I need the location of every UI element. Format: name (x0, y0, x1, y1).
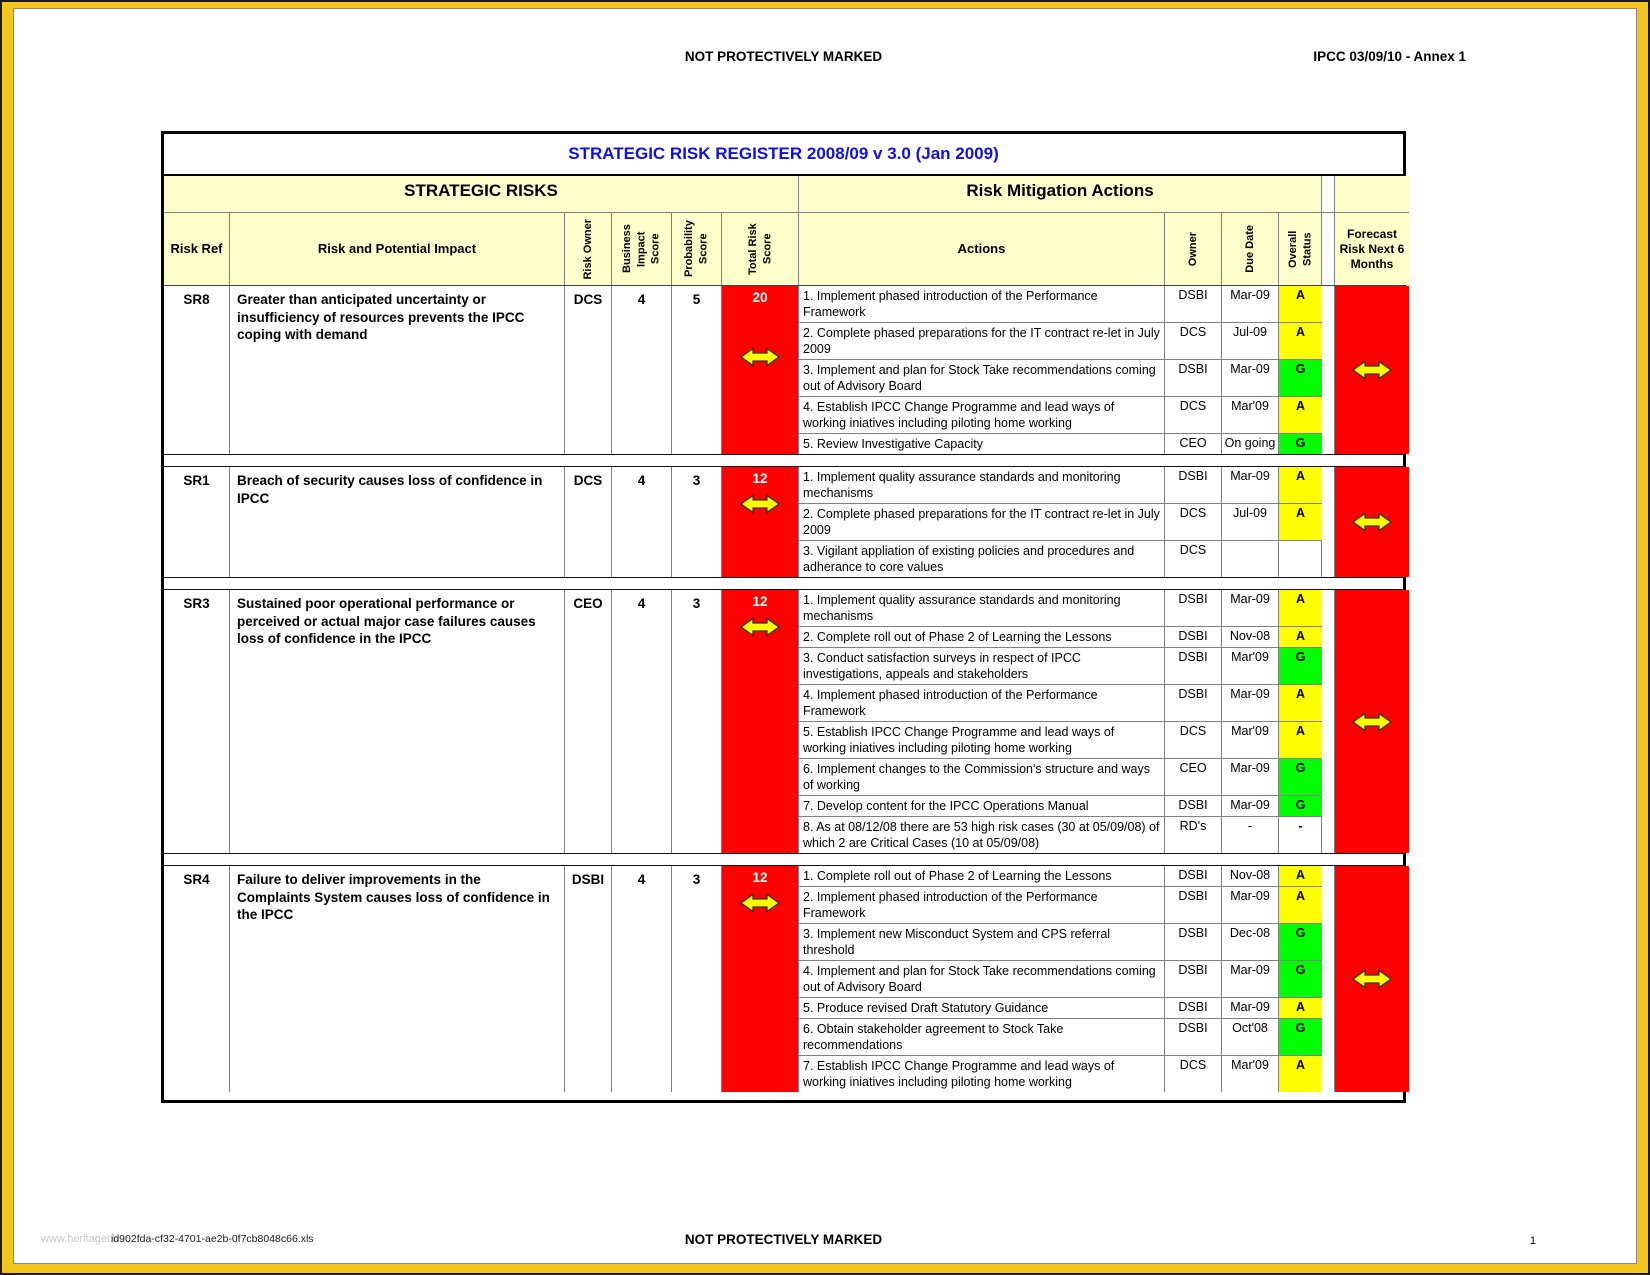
block-gap (164, 578, 1403, 590)
action-due-date: Mar-09 (1222, 286, 1279, 322)
actions-list (799, 590, 1322, 853)
action-row (799, 685, 1321, 722)
col-header-owner: Owner (1165, 213, 1222, 285)
block-gap (164, 455, 1403, 467)
action-owner: CEO (1165, 759, 1222, 795)
action-due-date: Mar-09 (1222, 759, 1279, 795)
col-header-overall-status: Overall Status (1279, 213, 1322, 285)
action-status-badge: A (1279, 887, 1322, 923)
action-status-badge: A (1279, 998, 1322, 1018)
risk-owner-value: CEO (565, 590, 612, 853)
action-row (799, 1019, 1321, 1056)
forecast-risk-cell (1335, 467, 1409, 577)
action-status-badge: A (1279, 397, 1322, 433)
table-title: STRATEGIC RISK REGISTER 2008/09 v 3.0 (Jan 2009) (568, 144, 999, 163)
action-status-badge: A (1279, 323, 1322, 359)
action-owner: DCS (1165, 1056, 1222, 1092)
action-status-badge: A (1279, 504, 1322, 540)
action-row (799, 397, 1321, 434)
total-risk-score-value: 12 (752, 594, 768, 609)
action-text: 4. Establish IPCC Change Programme and lead ways of working iniatives including piloting home working (799, 397, 1165, 433)
action-text: 3. Vigilant appliation of existing policies and procedures and adherance to core values (799, 541, 1165, 577)
action-text: 1. Implement quality assurance standards and monitoring mechanisms (799, 467, 1165, 503)
trend-steady-arrow-icon (1351, 510, 1393, 534)
forecast-risk-cell (1335, 866, 1409, 1092)
action-owner: DSBI (1165, 998, 1222, 1018)
col-header-due-date: Due Date (1222, 213, 1279, 285)
actions-list (799, 467, 1322, 577)
total-risk-score-cell (722, 286, 799, 454)
total-risk-score-cell (722, 590, 799, 853)
annex-label: IPCC 03/09/10 - Annex 1 (1313, 49, 1466, 64)
action-due-date: Mar'09 (1222, 1056, 1279, 1092)
trend-steady-arrow-icon (1351, 967, 1393, 991)
risk-ref: SR3 (164, 590, 230, 853)
action-row (799, 541, 1321, 577)
action-status-badge: G (1279, 961, 1322, 997)
trend-steady-arrow-icon (739, 345, 781, 369)
action-due-date: Dec-08 (1222, 924, 1279, 960)
risk-block-sr4 (164, 866, 1403, 1092)
col-header-impact-score: Business Impact Score (612, 213, 672, 285)
impact-score-value: 4 (612, 467, 672, 577)
action-due-date: Mar-09 (1222, 467, 1279, 503)
action-row (799, 961, 1321, 998)
action-row (799, 434, 1321, 454)
action-text: 5. Review Investigative Capacity (799, 434, 1165, 454)
trend-steady-arrow-icon (739, 615, 781, 639)
action-row (799, 796, 1321, 817)
action-status-badge: G (1279, 924, 1322, 960)
action-owner: DSBI (1165, 796, 1222, 816)
block-spacer (1322, 286, 1335, 454)
action-owner: CEO (1165, 434, 1222, 454)
action-row (799, 590, 1321, 627)
action-row (799, 759, 1321, 796)
action-row (799, 817, 1321, 853)
band-risk-mitigation-actions: Risk Mitigation Actions (799, 176, 1322, 213)
probability-score-value: 3 (672, 590, 722, 853)
action-text: 4. Implement phased introduction of the Performance Framework (799, 685, 1165, 721)
probability-score-value: 3 (672, 866, 722, 1092)
forecast-risk-cell (1335, 590, 1409, 853)
action-due-date: Nov-08 (1222, 866, 1279, 886)
action-due-date: Mar-09 (1222, 887, 1279, 923)
action-due-date: Jul-09 (1222, 323, 1279, 359)
action-status-badge: A (1279, 467, 1322, 503)
risk-block-sr1 (164, 467, 1403, 578)
action-due-date: On going (1222, 434, 1279, 454)
risk-impact-text: Greater than anticipated uncertainty or insufficiency of resources prevents the IPCC coping with demand (230, 286, 565, 454)
column-header-row (164, 213, 1403, 286)
action-row (799, 924, 1321, 961)
actions-list (799, 866, 1322, 1092)
action-text: 7. Develop content for the IPCC Operations Manual (799, 796, 1165, 816)
block-spacer (1322, 866, 1335, 1092)
action-status-badge: A (1279, 685, 1322, 721)
action-text: 3. Implement new Misconduct System and CPS referral threshold (799, 924, 1165, 960)
action-owner: DSBI (1165, 924, 1222, 960)
action-row (799, 866, 1321, 887)
action-row (799, 648, 1321, 685)
action-due-date: - (1222, 817, 1279, 853)
action-text: 6. Obtain stakeholder agreement to Stock Take recommendations (799, 1019, 1165, 1055)
action-owner: DCS (1165, 504, 1222, 540)
action-text: 2. Implement phased introduction of the Performance Framework (799, 887, 1165, 923)
action-due-date: Mar-09 (1222, 998, 1279, 1018)
action-due-date: Oct'08 (1222, 1019, 1279, 1055)
action-text: 3. Conduct satisfaction surveys in respect of IPCC investigations, appeals and stakeholders (799, 648, 1165, 684)
action-owner: DCS (1165, 323, 1222, 359)
action-status-badge: G (1279, 796, 1322, 816)
action-text: 7. Establish IPCC Change Programme and lead ways of working iniatives including piloting home working (799, 1056, 1165, 1092)
action-text: 8. As at 08/12/08 there are 53 high risk cases (30 at 05/09/08) of which 2 are Critical Cases (10 at 05/09/08) (799, 817, 1165, 853)
total-risk-score-value: 20 (752, 290, 768, 305)
page-number: 1 (1529, 1235, 1536, 1247)
risk-owner-value: DSBI (565, 866, 612, 1092)
total-risk-score-value: 12 (752, 870, 768, 885)
band-spacer (1322, 176, 1335, 213)
action-text: 2. Complete roll out of Phase 2 of Learning the Lessons (799, 627, 1165, 647)
action-due-date: Mar'09 (1222, 722, 1279, 758)
action-due-date: Mar-09 (1222, 360, 1279, 396)
action-text: 5. Establish IPCC Change Programme and lead ways of working iniatives including piloting home working (799, 722, 1165, 758)
risk-owner-value: DCS (565, 286, 612, 454)
action-status-badge: G (1279, 759, 1322, 795)
action-due-date: Mar-09 (1222, 685, 1279, 721)
action-due-date: Mar'09 (1222, 397, 1279, 433)
block-spacer (1322, 590, 1335, 853)
action-owner: DSBI (1165, 360, 1222, 396)
risk-block-sr8 (164, 286, 1403, 455)
action-owner: DCS (1165, 722, 1222, 758)
action-status-badge: A (1279, 627, 1322, 647)
action-row (799, 998, 1321, 1019)
file-name-text: id902fda-cf32-4701-ae2b-0f7cb8048c66.xls (111, 1233, 314, 1245)
action-owner: DSBI (1165, 887, 1222, 923)
total-risk-score-cell (722, 467, 799, 577)
band-forecast-blank (1335, 176, 1409, 213)
document-sheet (13, 8, 1637, 1264)
action-due-date: Mar'09 (1222, 648, 1279, 684)
col-header-probability-score: Probability Score (672, 213, 722, 285)
probability-score-value: 3 (672, 467, 722, 577)
probability-score-value: 5 (672, 286, 722, 454)
impact-score-value: 4 (612, 286, 672, 454)
col-header-total-score: Total Risk Score (722, 213, 799, 285)
risk-ref: SR8 (164, 286, 230, 454)
action-status-badge: A (1279, 1056, 1322, 1092)
col-header-risk-owner: Risk Owner (565, 213, 612, 285)
action-text: 1. Implement phased introduction of the Performance Framework (799, 286, 1165, 322)
action-status-badge (1279, 541, 1322, 577)
trend-steady-arrow-icon (1351, 710, 1393, 734)
total-risk-score-cell (722, 866, 799, 1092)
col-header-actions: Actions (799, 213, 1165, 285)
action-status-badge: G (1279, 434, 1322, 454)
trend-steady-arrow-icon (1351, 358, 1393, 382)
action-owner: DSBI (1165, 467, 1222, 503)
action-due-date: Mar-09 (1222, 590, 1279, 626)
action-owner: DCS (1165, 397, 1222, 433)
action-row (799, 286, 1321, 323)
band-strategic-risks: STRATEGIC RISKS (164, 176, 799, 213)
action-status-badge: A (1279, 286, 1322, 322)
classification-footer: NOT PROTECTIVELY MARKED (684, 1232, 883, 1247)
action-owner: DSBI (1165, 648, 1222, 684)
action-status-badge: - (1298, 819, 1303, 833)
action-row (799, 722, 1321, 759)
action-text: 1. Complete roll out of Phase 2 of Learning the Lessons (799, 866, 1165, 886)
action-text: 2. Complete phased preparations for the IT contract re-let in July 2009 (799, 323, 1165, 359)
action-row (799, 887, 1321, 924)
risk-block-sr3 (164, 590, 1403, 854)
action-row (799, 1056, 1321, 1092)
action-text: 2. Complete phased preparations for the IT contract re-let in July 2009 (799, 504, 1165, 540)
action-due-date: Nov-08 (1222, 627, 1279, 647)
action-row (799, 627, 1321, 648)
impact-score-value: 4 (612, 590, 672, 853)
action-owner: RD's (1165, 817, 1222, 853)
col-header-forecast: Forecast Risk Next 6 Months (1335, 213, 1409, 285)
action-status-badge: G (1279, 1019, 1322, 1055)
section-band-row (164, 176, 1403, 213)
risk-ref: SR4 (164, 866, 230, 1092)
action-owner: DCS (1165, 541, 1222, 577)
risk-impact-text: Sustained poor operational performance or perceived or actual major case failures causes loss of confidence in the IPCC (230, 590, 565, 853)
action-status-badge: A (1279, 590, 1322, 626)
trend-steady-arrow-icon (739, 492, 781, 516)
action-row (799, 467, 1321, 504)
action-text: 6. Implement changes to the Commission's structure and ways of working (799, 759, 1165, 795)
action-status-badge: A (1279, 866, 1322, 886)
risk-ref: SR1 (164, 467, 230, 577)
strategic-risk-register-table (161, 131, 1406, 1103)
action-due-date (1222, 541, 1279, 577)
actions-list (799, 286, 1322, 454)
block-spacer (1322, 467, 1335, 577)
action-status-badge: A (1279, 722, 1322, 758)
risk-impact-text: Breach of security causes loss of confidence in IPCC (230, 467, 565, 577)
action-text: 5. Produce revised Draft Statutory Guidance (799, 998, 1165, 1018)
table-end-strip (164, 1092, 1403, 1100)
forecast-risk-cell (1335, 286, 1409, 454)
action-text: 4. Implement and plan for Stock Take recommendations coming out of Advisory Board (799, 961, 1165, 997)
action-status-badge: G (1279, 648, 1322, 684)
col-header-risk-impact: Risk and Potential Impact (230, 213, 565, 285)
table-title-row (164, 134, 1403, 176)
action-due-date: Mar-09 (1222, 796, 1279, 816)
total-risk-score-value: 12 (752, 471, 768, 486)
col-header-risk-ref: Risk Ref (164, 213, 230, 285)
action-owner: DSBI (1165, 866, 1222, 886)
risk-owner-value: DCS (565, 467, 612, 577)
classification-header: NOT PROTECTIVELY MARKED (684, 49, 883, 64)
action-due-date: Jul-09 (1222, 504, 1279, 540)
action-owner: DSBI (1165, 1019, 1222, 1055)
action-text: 3. Implement and plan for Stock Take recommendations coming out of Advisory Board (799, 360, 1165, 396)
block-gap (164, 854, 1403, 866)
risk-impact-text: Failure to deliver improvements in the Complaints System causes loss of confidence in the IPCC (230, 866, 565, 1092)
action-owner: DSBI (1165, 961, 1222, 997)
action-row (799, 504, 1321, 541)
action-row (799, 323, 1321, 360)
impact-score-value: 4 (612, 866, 672, 1092)
action-owner: DSBI (1165, 685, 1222, 721)
watermark-text: www.heritagech (41, 1233, 119, 1245)
action-owner: DSBI (1165, 627, 1222, 647)
trend-steady-arrow-icon (739, 891, 781, 915)
action-status-badge: G (1279, 360, 1322, 396)
action-text: 1. Implement quality assurance standards and monitoring mechanisms (799, 590, 1165, 626)
header-spacer (1322, 213, 1335, 285)
action-row (799, 360, 1321, 397)
action-owner: DSBI (1165, 590, 1222, 626)
action-due-date: Mar-09 (1222, 961, 1279, 997)
action-owner: DSBI (1165, 286, 1222, 322)
